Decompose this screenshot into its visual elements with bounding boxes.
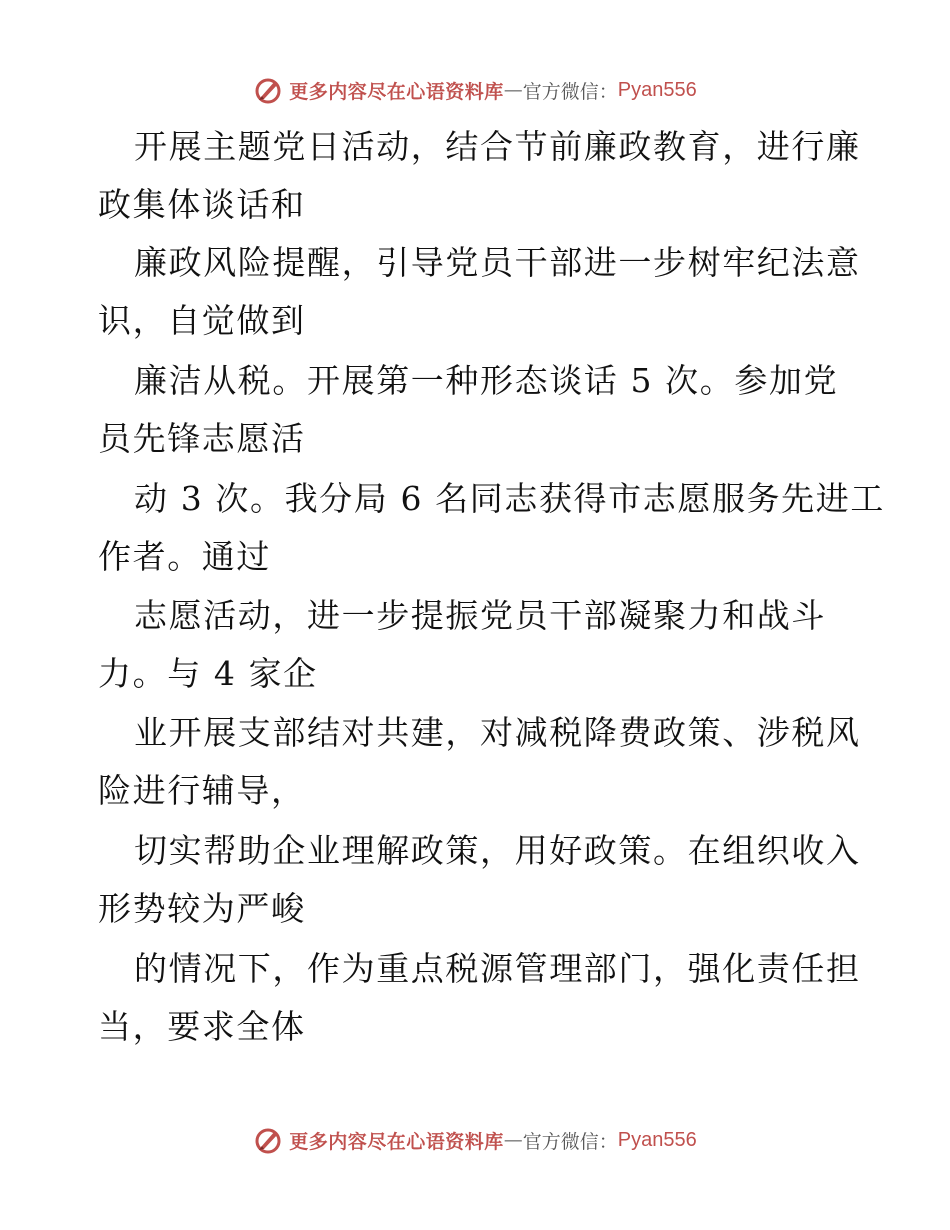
body-line-1: 开展主题党日活动，结合节前廉政教育，进行廉 [134,127,861,166]
body-line-16: 当，要求全体 [98,1007,306,1046]
watermark-site-text: 更多内容尽在心语资料库 [289,80,504,103]
watermark-separator: — [503,79,523,101]
body-line-12: 险进行辅导， [98,771,306,810]
watermark-contact-label: 官方微信： [522,1130,618,1153]
watermark-site-text: 更多内容尽在心语资料库 [289,1130,504,1153]
body-line-6: 员先锋志愿活 [98,419,306,458]
brush-pen-logo-icon [253,75,283,105]
body-line-2: 政集体谈话和 [98,185,306,224]
body-line-3: 廉政风险提醒，引导党员干部进一步树牢纪法意 [134,243,861,282]
header-watermark [0,73,950,107]
watermark-separator: — [503,1129,523,1151]
body-line-4: 识，自觉做到 [98,301,306,340]
footer-watermark [0,1123,950,1157]
body-line-11: 业开展支部结对共建，对减税降费政策、涉税风 [134,713,861,752]
body-line-5: 廉洁从税。开展第一种形态谈话 5 次。参加党 [134,361,839,400]
body-line-14: 形势较为严峻 [98,889,306,928]
body-line-13: 切实帮助企业理解政策，用好政策。在组织收入 [134,831,861,870]
watermark-contact-id: Pyan556 [617,1128,697,1151]
body-line-15: 的情况下，作为重点税源管理部门，强化责任担 [134,949,861,988]
body-line-10: 力。与 4 家企 [98,654,318,693]
watermark-contact-label: 官方微信： [522,80,618,103]
brush-pen-logo-icon [253,1125,283,1155]
body-line-8: 作者。通过 [98,537,271,576]
body-line-9: 志愿活动，进一步提振党员干部凝聚力和战斗 [134,596,826,635]
watermark-contact-id: Pyan556 [617,78,697,101]
body-line-7: 动 3 次。我分局 6 名同志获得市志愿服务先进工 [134,479,885,518]
